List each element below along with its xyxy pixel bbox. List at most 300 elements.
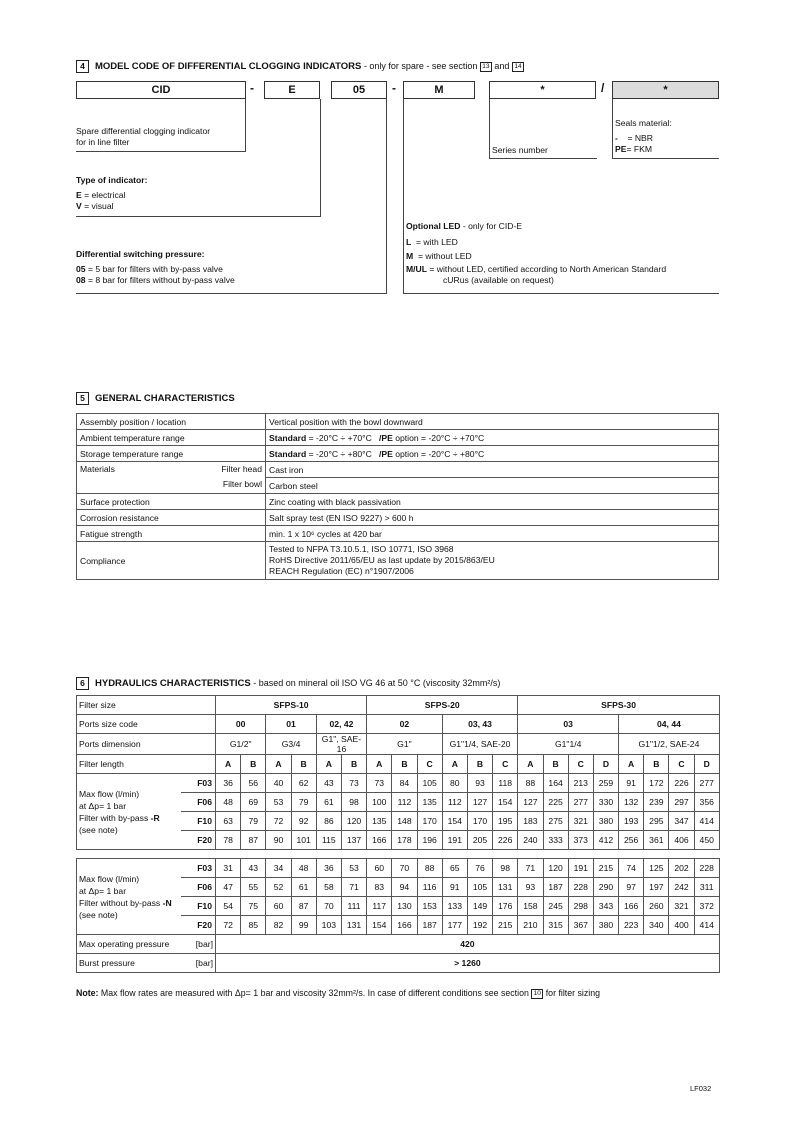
- section-number: 5: [76, 392, 89, 405]
- flow-value: 202: [669, 859, 694, 878]
- flow-group-label: [77, 774, 181, 850]
- table-row: [77, 414, 719, 430]
- flow-value: 400: [669, 916, 694, 935]
- flow-value: 69: [241, 793, 266, 812]
- flow-value: 225: [543, 793, 568, 812]
- flow-value: 132: [619, 793, 644, 812]
- flow-value: 177: [442, 916, 467, 935]
- flow-value: 56: [241, 774, 266, 793]
- row-label: [77, 954, 216, 973]
- flow-value: 166: [619, 897, 644, 916]
- flow-value: 61: [316, 793, 341, 812]
- flow-value: 48: [216, 793, 241, 812]
- flow-value: 48: [291, 859, 316, 878]
- compliance-line: RoHS Directive 2011/65/EU as last update by 2015/863/EU: [269, 555, 495, 565]
- flow-value: 340: [644, 916, 669, 935]
- flow-value: 93: [518, 878, 543, 897]
- ports-code: 02: [367, 715, 443, 734]
- flow-group-label: [77, 859, 181, 935]
- materials-label: Materials: [80, 464, 115, 474]
- pe-value: option = -20°C ÷ +70°C: [392, 432, 485, 443]
- flow-value: 62: [291, 774, 316, 793]
- flow-value: 71: [341, 878, 366, 897]
- flow-value: 36: [316, 859, 341, 878]
- flow-value: 36: [216, 774, 241, 793]
- code-led: M: [403, 81, 475, 99]
- section-number: 4: [76, 60, 89, 73]
- flow-value: 373: [568, 831, 593, 850]
- flow-value: 275: [543, 812, 568, 831]
- filter-element-code: F06: [181, 878, 216, 897]
- table-row: [77, 542, 719, 580]
- flow-value: 75: [241, 897, 266, 916]
- key: 08: [76, 275, 86, 285]
- compliance-line: Tested to NFPA T3.10.5.1, ISO 10771, ISO 3968: [269, 544, 454, 554]
- row-key: Corrosion resistance: [77, 510, 266, 526]
- flow-value: 88: [518, 774, 543, 793]
- value: = NBR: [627, 133, 653, 143]
- row-label: Ports dimension: [77, 734, 216, 755]
- bracket-line: [489, 158, 597, 159]
- flow-value: 260: [644, 897, 669, 916]
- flow-value: 297: [669, 793, 694, 812]
- flow-value: 60: [367, 859, 392, 878]
- ports-dimension: G1"1/2, SAE-24: [619, 734, 720, 755]
- row-value: Salt spray test (EN ISO 9227) > 600 h: [266, 510, 719, 526]
- filter-length: B: [291, 755, 316, 774]
- flow-value: 100: [367, 793, 392, 812]
- flow-value: 191: [568, 859, 593, 878]
- flow-value: 70: [316, 897, 341, 916]
- filter-element-code: F20: [181, 831, 216, 850]
- flow-value: 183: [518, 812, 543, 831]
- flow-value: 166: [392, 916, 417, 935]
- max-pressure-value: 420: [216, 935, 720, 954]
- flow-value: 414: [694, 812, 719, 831]
- flow-value: 116: [417, 878, 442, 897]
- flow-value: 60: [266, 897, 291, 916]
- code-cid: CID: [76, 81, 246, 99]
- footer-code: LF032: [690, 1084, 712, 1093]
- ports-dimension: G1": [367, 734, 443, 755]
- table-row: [77, 859, 720, 878]
- section-ref: 13: [480, 62, 492, 72]
- section-subtitle: - only for spare - see section: [361, 61, 480, 72]
- label-text: Filter without by-pass: [79, 897, 163, 908]
- led-subtitle: - only for CID-E: [460, 221, 523, 231]
- flow-value: 61: [291, 878, 316, 897]
- code-seals: *: [612, 81, 719, 99]
- ports-code: 03: [518, 715, 619, 734]
- section-number: 6: [76, 677, 89, 690]
- flow-value: 91: [442, 878, 467, 897]
- flow-value: 412: [593, 831, 618, 850]
- seals-fkm: [615, 144, 652, 155]
- section-4-heading: [76, 60, 524, 73]
- filter-element-code: F10: [181, 897, 216, 916]
- flow-value: 321: [568, 812, 593, 831]
- flow-value: 135: [417, 793, 442, 812]
- flow-value: 131: [493, 878, 518, 897]
- key: M/UL: [406, 264, 428, 274]
- row-label: [77, 935, 216, 954]
- row-key: [77, 462, 266, 494]
- flow-value: 380: [593, 916, 618, 935]
- flow-value: 43: [241, 859, 266, 878]
- row-value: Carbon steel: [266, 478, 719, 494]
- flow-value: 85: [241, 916, 266, 935]
- value: = with LED: [416, 237, 458, 247]
- flow-value: 99: [291, 916, 316, 935]
- seals-title: Seals material:: [615, 118, 672, 128]
- flow-value: 215: [493, 916, 518, 935]
- key: E: [76, 190, 82, 200]
- led-mul-cont: cURus (available on request): [443, 275, 554, 285]
- ports-dimension: G1", SAE-16: [316, 734, 366, 755]
- type-title: Type of indicator:: [76, 175, 148, 185]
- flow-value: 197: [644, 878, 669, 897]
- table-row: [77, 715, 720, 734]
- flow-value: 170: [467, 812, 492, 831]
- flow-value: 105: [467, 878, 492, 897]
- pressure-08: [76, 275, 235, 286]
- flow-value: 406: [669, 831, 694, 850]
- filter-length: C: [493, 755, 518, 774]
- conjunction: and: [491, 61, 512, 72]
- flow-value: 84: [392, 774, 417, 793]
- filter-length: B: [467, 755, 492, 774]
- flow-value: 130: [392, 897, 417, 916]
- label-text: Filter with by-pass: [79, 812, 151, 823]
- standard-value: = -20°C ÷ +80°C: [306, 448, 379, 459]
- series-number: Series number: [492, 145, 548, 155]
- flow-value: 361: [644, 831, 669, 850]
- flow-value: 120: [543, 859, 568, 878]
- flow-value: 111: [341, 897, 366, 916]
- filter-length: A: [316, 755, 341, 774]
- table-row: [77, 734, 720, 755]
- value: = 8 bar for filters without by-pass valve: [87, 275, 235, 285]
- row-label: Ports size code: [77, 715, 216, 734]
- row-key: Surface protection: [77, 494, 266, 510]
- flow-value: 228: [694, 859, 719, 878]
- flow-value: 414: [694, 916, 719, 935]
- bracket-line: [76, 293, 387, 294]
- ports-dimension: G1"1/4: [518, 734, 619, 755]
- flow-value: 73: [341, 774, 366, 793]
- flow-value: 125: [644, 859, 669, 878]
- table-row: [77, 696, 720, 715]
- label-line: (see note): [79, 909, 118, 920]
- filter-length: C: [568, 755, 593, 774]
- ports-code: 04, 44: [619, 715, 720, 734]
- value: = FKM: [626, 144, 653, 154]
- pe-label: /PE: [378, 448, 393, 459]
- code-pressure: 05: [331, 81, 387, 99]
- row-value: [266, 446, 719, 462]
- flow-value: 215: [593, 859, 618, 878]
- ports-dimension: G1/2": [216, 734, 266, 755]
- filter-size: SFPS-20: [367, 696, 518, 715]
- flow-value: 245: [543, 897, 568, 916]
- flow-value: 290: [593, 878, 618, 897]
- label-text: Burst pressure: [79, 958, 135, 968]
- ports-dimension: G3/4: [266, 734, 316, 755]
- spare-desc-1: Spare differential clogging indicator: [76, 126, 211, 136]
- flow-value: 330: [593, 793, 618, 812]
- unit: [bar]: [195, 958, 213, 968]
- led-l: [406, 237, 458, 248]
- flow-value: 450: [694, 831, 719, 850]
- row-key: Fatigue strength: [77, 526, 266, 542]
- flow-value: 187: [417, 916, 442, 935]
- flow-value: 70: [392, 859, 417, 878]
- label-suffix: -R: [150, 812, 160, 823]
- flow-value: 90: [266, 831, 291, 850]
- key: PE: [615, 144, 627, 154]
- flow-value: 76: [467, 859, 492, 878]
- flow-value: 74: [619, 859, 644, 878]
- bracket-line: [76, 216, 321, 217]
- flow-value: 54: [216, 897, 241, 916]
- pe-value: option = -20°C ÷ +80°C: [392, 448, 485, 459]
- flow-value: 72: [266, 812, 291, 831]
- flow-value: 315: [543, 916, 568, 935]
- flow-value: 192: [467, 916, 492, 935]
- flow-value: 53: [341, 859, 366, 878]
- bracket-line: [320, 99, 321, 216]
- flow-value: 191: [442, 831, 467, 850]
- table-row: [77, 446, 719, 462]
- key: V: [76, 201, 82, 211]
- table-row: [77, 494, 719, 510]
- flow-value: 83: [367, 878, 392, 897]
- flow-value: 87: [291, 897, 316, 916]
- flow-value: 321: [669, 897, 694, 916]
- ports-code: 01: [266, 715, 316, 734]
- section-title: GENERAL CHARACTERISTICS: [95, 393, 235, 405]
- flow-value: 137: [341, 831, 366, 850]
- led-title-line: [406, 221, 522, 232]
- flow-value: 112: [392, 793, 417, 812]
- key: L: [406, 237, 412, 247]
- row-key: Compliance: [77, 542, 266, 580]
- flow-value: 63: [216, 812, 241, 831]
- flow-value: 127: [467, 793, 492, 812]
- filter-length: B: [241, 755, 266, 774]
- standard-value: = -20°C ÷ +70°C: [306, 432, 379, 443]
- ports-code: 03, 43: [442, 715, 518, 734]
- flow-value: 88: [417, 859, 442, 878]
- row-value: [266, 430, 719, 446]
- row-key: Assembly position / location: [77, 414, 266, 430]
- key: M: [406, 251, 414, 261]
- row-key: Storage temperature range: [77, 446, 266, 462]
- pressure-title: Differential switching pressure:: [76, 249, 205, 259]
- section-6-heading: [76, 677, 500, 690]
- bracket-line: [76, 151, 246, 152]
- led-title: Optional LED: [406, 221, 461, 231]
- section-ref: 10: [531, 989, 543, 999]
- label-suffix: -N: [162, 897, 172, 908]
- flow-value: 93: [467, 774, 492, 793]
- label-line: at Δp= 1 bar: [79, 800, 127, 811]
- flow-value: 115: [316, 831, 341, 850]
- hydraulics-note: [76, 988, 600, 999]
- flow-value: 31: [216, 859, 241, 878]
- flow-value: 43: [316, 774, 341, 793]
- flow-value: 195: [493, 812, 518, 831]
- flow-value: 87: [241, 831, 266, 850]
- flow-value: 47: [216, 878, 241, 897]
- filter-length: B: [341, 755, 366, 774]
- note-text: Max flow rates are measured with Δp= 1 bar and viscosity 32mm²/s. In case of different conditions see section: [98, 988, 532, 998]
- pe-label: /PE: [378, 432, 393, 443]
- table-row: [77, 954, 720, 973]
- label-text: Max operating pressure: [79, 939, 170, 949]
- hydraulics-characteristics-table: [76, 695, 720, 973]
- flow-value: 311: [694, 878, 719, 897]
- filter-length: C: [417, 755, 442, 774]
- flow-value: 333: [543, 831, 568, 850]
- filter-length: A: [518, 755, 543, 774]
- filter-length: D: [593, 755, 618, 774]
- label-line: at Δp= 1 bar: [79, 885, 127, 896]
- flow-value: 72: [216, 916, 241, 935]
- filter-length: B: [644, 755, 669, 774]
- flow-value: 94: [392, 878, 417, 897]
- section-title: MODEL CODE OF DIFFERENTIAL CLOGGING INDICATORS: [95, 61, 362, 73]
- pressure-05: [76, 264, 223, 275]
- section-subtitle: - based on mineral oil ISO VG 46 at 50 °C (viscosity 32mm²/s): [250, 678, 501, 689]
- standard-label: Standard: [269, 432, 307, 443]
- flow-value: 98: [341, 793, 366, 812]
- ports-dimension: G1"1/4, SAE-20: [442, 734, 518, 755]
- table-row: [77, 774, 720, 793]
- value: = without LED: [417, 251, 472, 261]
- table-row: [77, 935, 720, 954]
- flow-value: 242: [669, 878, 694, 897]
- flow-value: 97: [619, 878, 644, 897]
- section-ref: 14: [512, 62, 524, 72]
- value: = 5 bar for filters with by-pass valve: [87, 264, 223, 274]
- flow-value: 356: [694, 793, 719, 812]
- filter-element-code: F20: [181, 916, 216, 935]
- flow-value: 176: [493, 897, 518, 916]
- flow-value: 73: [367, 774, 392, 793]
- flow-value: 105: [417, 774, 442, 793]
- flow-value: 153: [417, 897, 442, 916]
- flow-value: 103: [316, 916, 341, 935]
- label-line: [79, 897, 179, 909]
- row-label: Filter size: [77, 696, 216, 715]
- filter-length: A: [266, 755, 291, 774]
- filter-length: D: [694, 755, 719, 774]
- flow-value: 135: [367, 812, 392, 831]
- ports-code: 02, 42: [316, 715, 366, 734]
- general-characteristics-table: [76, 413, 719, 580]
- flow-value: 79: [291, 793, 316, 812]
- table-spacer: [77, 850, 720, 859]
- standard-label: Standard: [269, 448, 307, 459]
- flow-value: 78: [216, 831, 241, 850]
- flow-value: 53: [266, 793, 291, 812]
- filter-length: A: [442, 755, 467, 774]
- flow-value: 58: [316, 878, 341, 897]
- section-title: HYDRAULICS CHARACTERISTICS: [95, 678, 251, 690]
- flow-value: 40: [266, 774, 291, 793]
- ports-code: 00: [216, 715, 266, 734]
- flow-value: 101: [291, 831, 316, 850]
- code-dash: -: [392, 81, 396, 95]
- filter-length: A: [367, 755, 392, 774]
- bracket-line: [612, 99, 613, 158]
- flow-value: 154: [442, 812, 467, 831]
- note-text-end: for filter sizing: [543, 988, 601, 998]
- flow-value: 372: [694, 897, 719, 916]
- filter-head-label: Filter head: [221, 464, 262, 474]
- flow-value: 98: [493, 859, 518, 878]
- flow-value: 343: [593, 897, 618, 916]
- flow-value: 154: [367, 916, 392, 935]
- type-electrical: [76, 190, 125, 201]
- row-value: Vertical position with the bowl downward: [266, 414, 719, 430]
- flow-value: 196: [417, 831, 442, 850]
- flow-value: 228: [568, 878, 593, 897]
- filter-length: B: [543, 755, 568, 774]
- value: = visual: [84, 201, 114, 211]
- led-m: [406, 251, 472, 262]
- flow-value: 213: [568, 774, 593, 793]
- flow-value: 172: [644, 774, 669, 793]
- row-key: Ambient temperature range: [77, 430, 266, 446]
- flow-value: 131: [341, 916, 366, 935]
- flow-value: 80: [442, 774, 467, 793]
- flow-value: 127: [518, 793, 543, 812]
- flow-value: 223: [619, 916, 644, 935]
- row-value: [266, 542, 719, 580]
- filter-length: A: [619, 755, 644, 774]
- flow-value: 158: [518, 897, 543, 916]
- bracket-line: [489, 99, 490, 158]
- filter-size: SFPS-10: [216, 696, 367, 715]
- flow-value: 149: [467, 897, 492, 916]
- flow-value: 118: [493, 774, 518, 793]
- bracket-line: [403, 293, 719, 294]
- flow-value: 55: [241, 878, 266, 897]
- flow-value: 120: [341, 812, 366, 831]
- key: -: [615, 133, 618, 143]
- row-value: Cast iron: [266, 462, 719, 478]
- label-line: Max flow (l/min): [79, 788, 140, 799]
- table-row: [77, 430, 719, 446]
- flow-value: 347: [669, 812, 694, 831]
- flow-value: 367: [568, 916, 593, 935]
- bracket-line: [612, 158, 719, 159]
- filter-element-code: F03: [181, 859, 216, 878]
- flow-value: 277: [568, 793, 593, 812]
- flow-value: 193: [619, 812, 644, 831]
- flow-value: 117: [367, 897, 392, 916]
- filter-size: SFPS-30: [518, 696, 720, 715]
- code-series: *: [489, 81, 596, 99]
- flow-value: 166: [367, 831, 392, 850]
- flow-value: 226: [669, 774, 694, 793]
- flow-value: 79: [241, 812, 266, 831]
- table-row: [77, 510, 719, 526]
- flow-value: 295: [644, 812, 669, 831]
- filter-length: C: [669, 755, 694, 774]
